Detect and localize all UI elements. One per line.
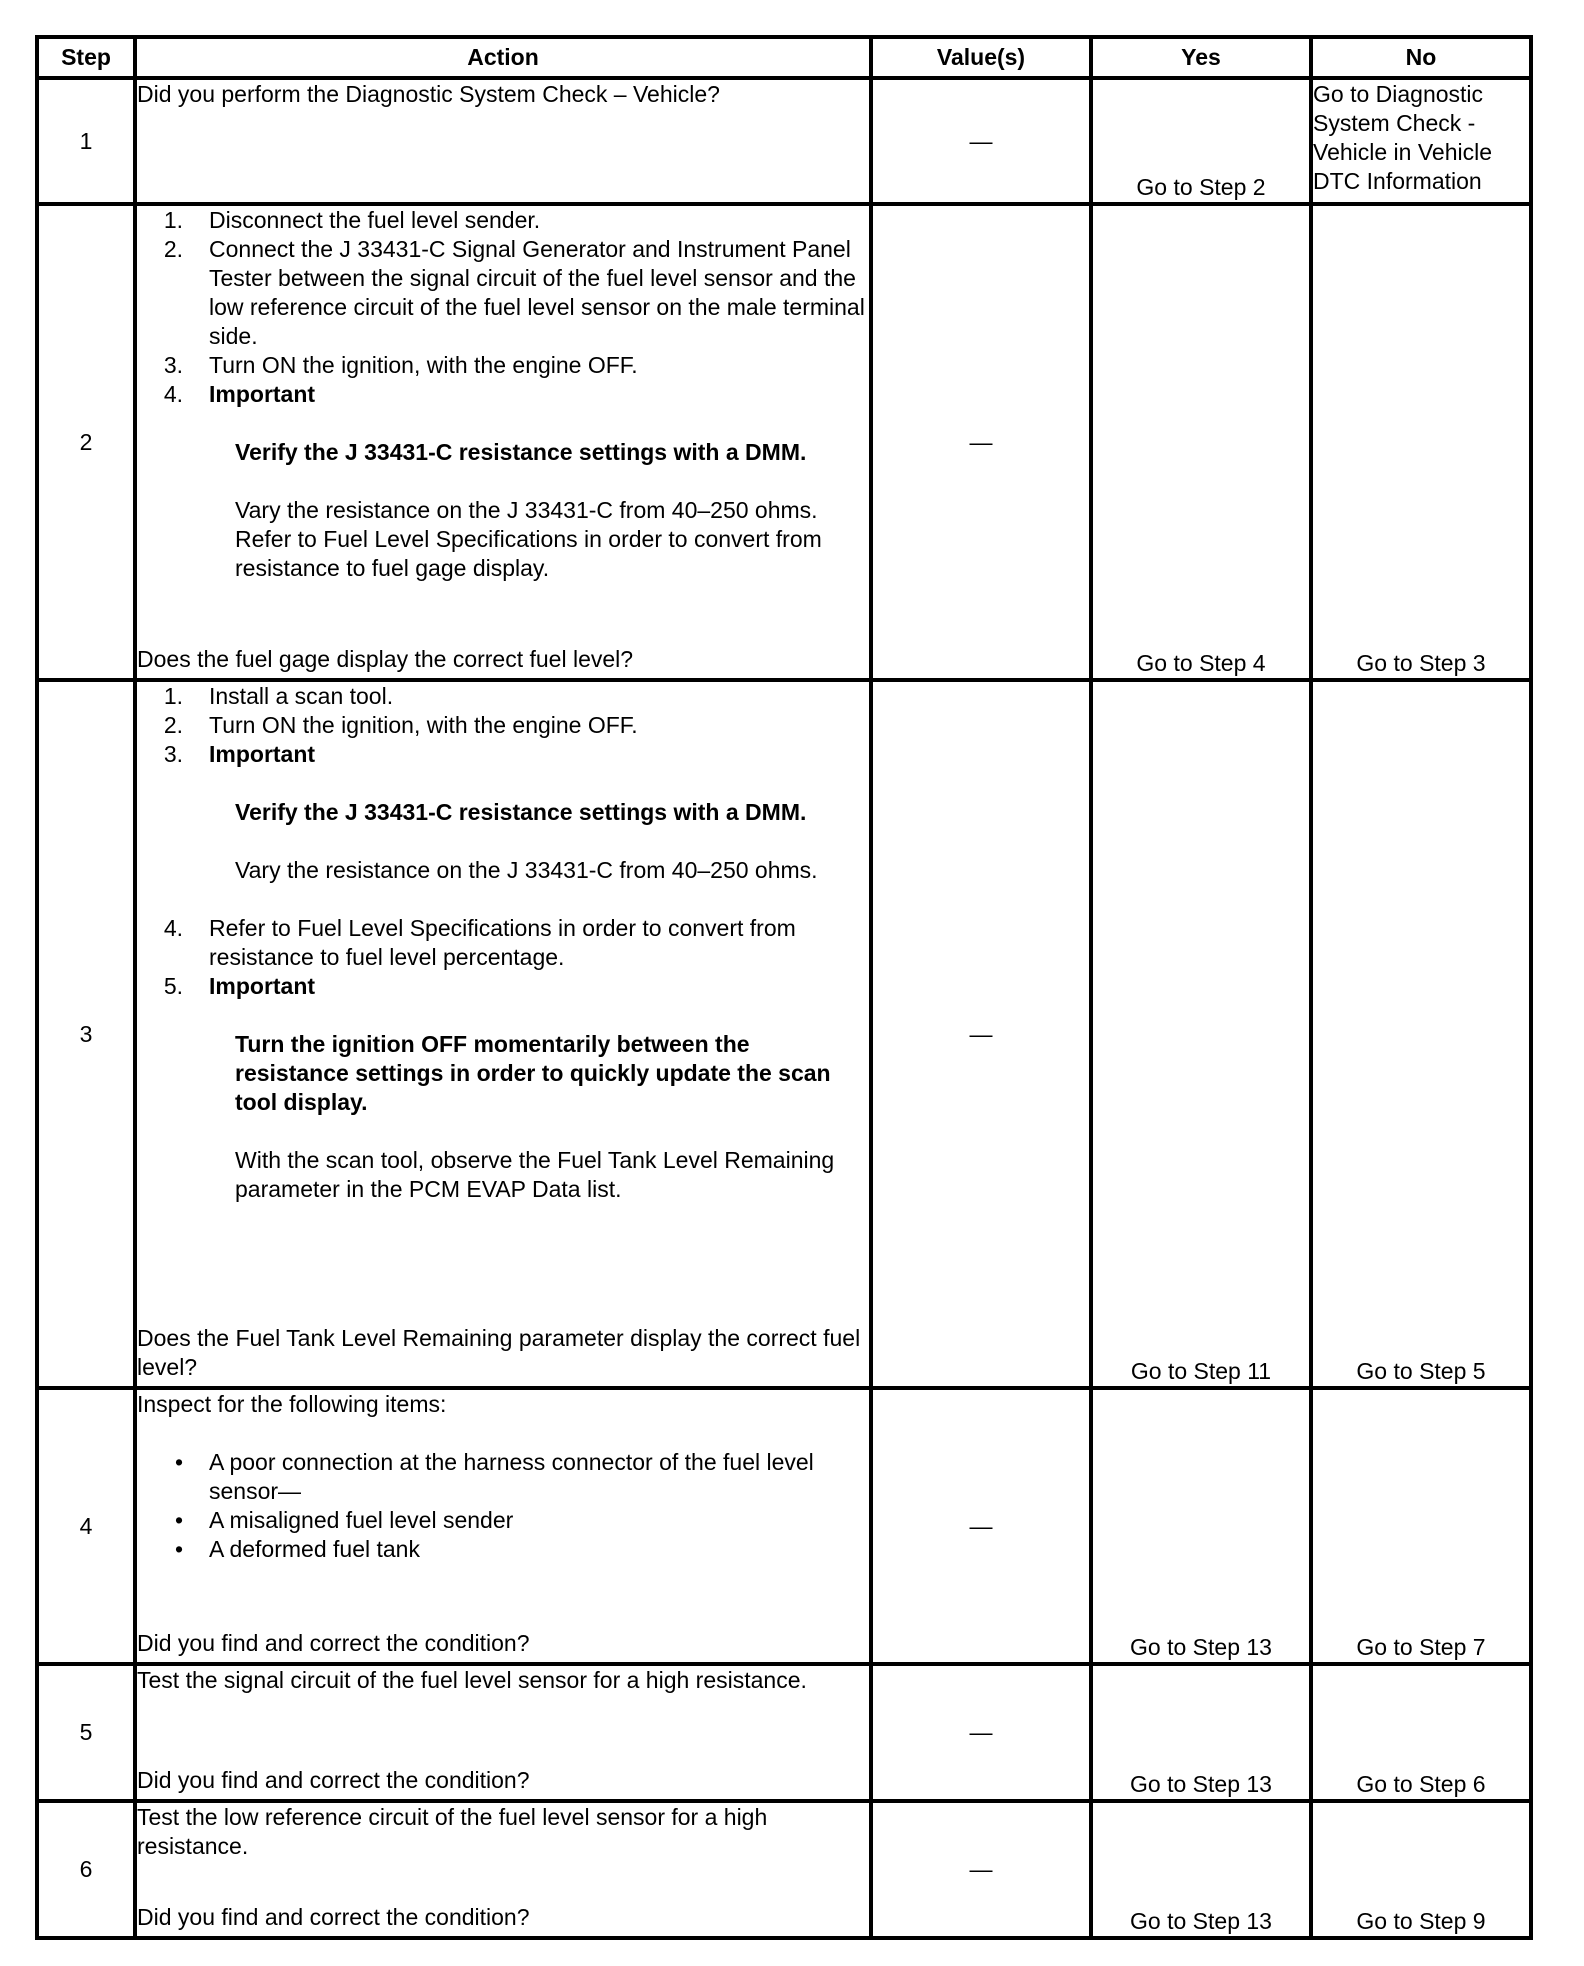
no-cell: Go to Diagnostic System Check - Vehicle in Vehicle DTC Information <box>1311 78 1531 204</box>
yes-cell: Go to Step 13 <box>1091 1664 1311 1801</box>
yes-cell: Go to Step 2 <box>1091 78 1311 204</box>
header-yes: Yes <box>1091 37 1311 78</box>
value-cell: — <box>871 1664 1091 1801</box>
question-text: Did you find and correct the condition? <box>137 1630 530 1656</box>
list-item: 4. Important <box>137 380 869 409</box>
list-item: 1. Install a scan tool. <box>163 683 394 709</box>
list-item: • A misaligned fuel level sender <box>174 1507 514 1533</box>
table-row <box>37 204 1531 680</box>
table-row <box>37 78 1531 204</box>
bullet-list <box>137 1448 869 1564</box>
step-number: 1 <box>37 78 135 204</box>
action-cell <box>135 1801 871 1938</box>
question-text: Does the fuel gage display the correct fuel level? <box>137 646 634 672</box>
intro-text: Test the signal circuit of the fuel level sensor for a high resistance. <box>137 1667 807 1693</box>
list-item: 4. Refer to Fuel Level Specifications in order to convert from resistance to fuel level percentage. <box>163 915 796 970</box>
list-item: 3. Turn ON the ignition, with the engine OFF. <box>163 352 638 378</box>
action-cell <box>135 1664 871 1801</box>
header-action: Action <box>135 37 871 78</box>
action-cell <box>135 1388 871 1664</box>
action-list <box>137 206 869 583</box>
action-list <box>137 682 869 1204</box>
yes-cell: Go to Step 4 <box>1091 204 1311 680</box>
step-number: 4 <box>37 1388 135 1664</box>
list-item: • A poor connection at the harness connector of the fuel level sensor— <box>174 1449 814 1504</box>
instruction-text: With the scan tool, observe the Fuel Tank Level Remaining parameter in the PCM EVAP Data list. <box>235 1147 835 1202</box>
step-number: 6 <box>37 1801 135 1938</box>
value-cell: — <box>871 1801 1091 1938</box>
important-note: Verify the J 33431-C resistance settings with a DMM. <box>235 799 807 825</box>
value-cell: — <box>871 204 1091 680</box>
intro-text: Test the low reference circuit of the fuel level sensor for a high resistance. <box>137 1804 768 1859</box>
yes-cell: Go to Step 13 <box>1091 1801 1311 1938</box>
instruction-text: Vary the resistance on the J 33431-C from 40–250 ohms. <box>235 857 818 883</box>
important-label: Important <box>209 741 316 767</box>
no-cell: Go to Step 9 <box>1311 1801 1531 1938</box>
important-note: Turn the ignition OFF momentarily between the resistance settings in order to quickly update the scan tool display. <box>235 1031 831 1115</box>
action-cell <box>135 204 871 680</box>
value-cell: — <box>871 1388 1091 1664</box>
action-cell <box>135 78 871 204</box>
list-item: 2. Connect the J 33431-C Signal Generator and Instrument Panel Tester between the signal circuit of the fuel level sensor and the low reference circuit of the fuel level sensor on the male terminal side. <box>163 236 865 349</box>
important-label: Important <box>209 973 316 999</box>
header-no: No <box>1311 37 1531 78</box>
intro-text: Inspect for the following items: <box>137 1391 447 1417</box>
value-cell: — <box>871 680 1091 1388</box>
no-cell: Go to Step 5 <box>1311 680 1531 1388</box>
step-number: 5 <box>37 1664 135 1801</box>
question-text: Did you perform the Diagnostic System Check – Vehicle? <box>137 81 720 107</box>
value-cell: — <box>871 78 1091 204</box>
no-cell: Go to Step 7 <box>1311 1388 1531 1664</box>
list-item: • A deformed fuel tank <box>174 1536 420 1562</box>
no-cell: Go to Step 6 <box>1311 1664 1531 1801</box>
header-row <box>37 37 1531 78</box>
question-text: Did you find and correct the condition? <box>137 1904 530 1930</box>
table-row <box>37 1801 1531 1938</box>
list-item: 5. Important <box>137 972 869 1001</box>
header-values: Value(s) <box>871 37 1091 78</box>
action-cell <box>135 680 871 1388</box>
no-cell: Go to Step 3 <box>1311 204 1531 680</box>
list-item: 2. Turn ON the ignition, with the engine OFF. <box>163 712 638 738</box>
question-text: Does the Fuel Tank Level Remaining parameter display the correct fuel level? <box>137 1325 861 1380</box>
instruction-text: Vary the resistance on the J 33431-C from 40–250 ohms. Refer to Fuel Level Specifications in order to convert from resistance to fuel gage display. <box>235 497 822 581</box>
table-row <box>37 1664 1531 1801</box>
diagnostic-table <box>35 35 1533 1940</box>
important-label: Important <box>209 381 316 407</box>
step-number: 3 <box>37 680 135 1388</box>
list-item: 3. Important <box>137 740 869 769</box>
table-row <box>37 1388 1531 1664</box>
yes-cell: Go to Step 13 <box>1091 1388 1311 1664</box>
yes-cell: Go to Step 11 <box>1091 680 1311 1388</box>
important-note: Verify the J 33431-C resistance settings with a DMM. <box>235 439 807 465</box>
table-row <box>37 680 1531 1388</box>
step-number: 2 <box>37 204 135 680</box>
header-step: Step <box>37 37 135 78</box>
question-text: Did you find and correct the condition? <box>137 1767 530 1793</box>
list-item: 1. Disconnect the fuel level sender. <box>163 207 541 233</box>
